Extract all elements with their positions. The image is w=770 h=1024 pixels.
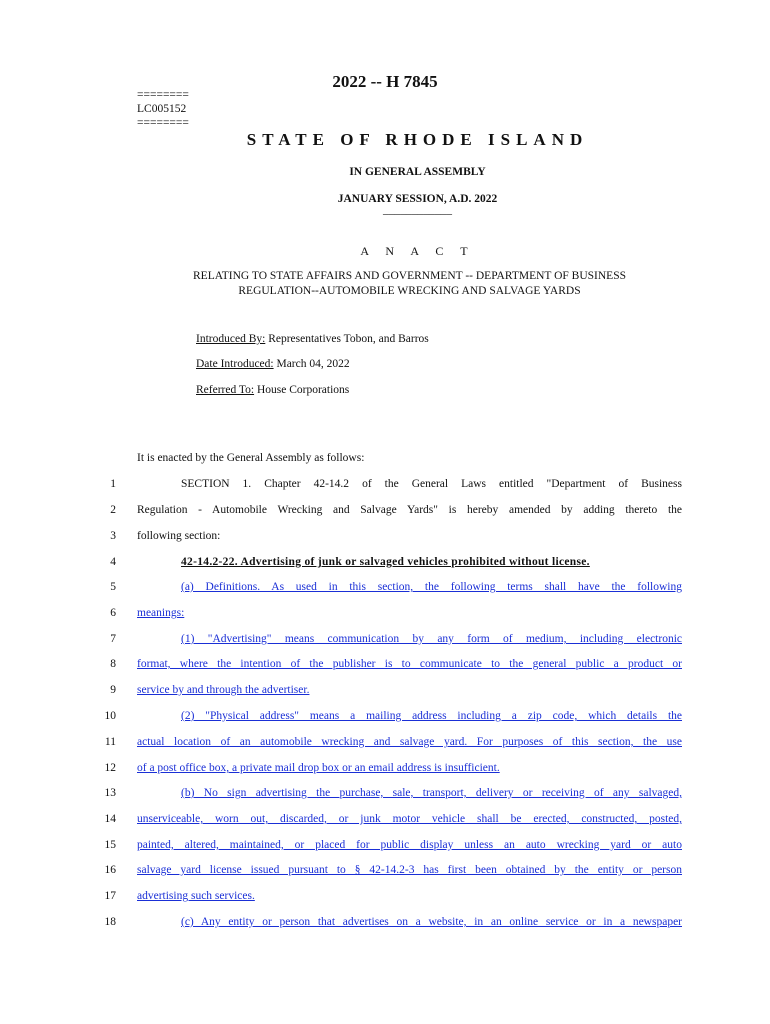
line-number: 10 [104,710,116,722]
line-number: 11 [104,736,116,748]
introduced-by [196,333,429,345]
referred-to-label: Referred To: [196,384,255,396]
line-number: 1 [110,478,116,490]
body-line: SECTION 1. Chapter 42-14.2 of the General Laws entitled "Department of Business [181,478,682,490]
enacting-clause: It is enacted by the General Assembly as follows: [137,452,365,464]
body-line: Regulation - Automobile Wrecking and Salvage Yards" is hereby amended by adding thereto the [137,504,682,516]
line-number: 12 [104,762,116,774]
inserted-line: of a post office box, a private mail drop box or an email address is insufficient. [137,762,500,774]
line-number: 17 [104,890,116,902]
relating-to [137,269,682,299]
line-number: 15 [104,839,116,851]
session-heading: JANUARY SESSION, A.D. 2022 [337,193,498,205]
line-number: 5 [110,581,116,593]
session-rule: ____________ [383,204,452,216]
inserted-line: unserviceable, worn out, discarded, or junk motor vehicle shall be erected, constructed, posted, [137,813,682,825]
date-introduced [196,358,350,370]
section-heading [137,556,682,568]
inserted-line: (c) Any entity or person that advertises on a website, in an online service or in a newspaper [181,916,682,928]
section-heading-text: 42-14.2-22. Advertising of junk or salvaged vehicles prohibited without license. [181,556,590,568]
date-introduced-label: Date Introduced: [196,358,274,370]
inserted-line: (2) "Physical address" means a mailing address including a zip code, which details the [181,710,682,722]
rule-bottom: ======== [137,117,189,129]
inserted-line: meanings: [137,607,185,619]
line-number: 8 [110,658,116,670]
line-number: 4 [110,556,116,568]
line-number: 18 [104,916,116,928]
line-number: 3 [110,530,116,542]
body-line: following section: [137,530,221,542]
line-number: 6 [110,607,116,619]
line-number: 7 [110,633,116,645]
state-title: STATE OF RHODE ISLAND [246,130,589,149]
inserted-line: format, where the intention of the publisher is to communicate to the general public a product or [137,658,682,670]
relating-line-1: RELATING TO STATE AFFAIRS AND GOVERNMENT -- DEPARTMENT OF BUSINESS [193,270,626,282]
line-number: 2 [110,504,116,516]
line-number: 16 [104,864,116,876]
date-introduced-value: March 04, 2022 [273,358,350,370]
act-heading: A N A C T [360,244,475,258]
rule-top: ======== [137,89,189,101]
line-number: 13 [104,787,116,799]
lc-number: LC005152 [137,103,187,115]
inserted-line: (a) Definitions. As used in this section, the following terms shall have the following [181,581,682,593]
relating-line-2: REGULATION--AUTOMOBILE WRECKING AND SALVAGE YARDS [238,285,581,297]
inserted-line: salvage yard license issued pursuant to § 42-14.2-3 has first been obtained by the entity or person [137,864,682,876]
line-number: 9 [110,684,116,696]
inserted-line: advertising such services. [137,890,255,902]
referred-to-value: House Corporations [254,384,350,396]
bill-number: 2022 -- H 7845 [332,72,438,91]
inserted-line: actual location of an automobile wrecking and salvage yard. For purposes of this section, the use [137,736,682,748]
introduced-by-value: Representatives Tobon, and Barros [265,333,429,345]
inserted-line: (b) No sign advertising the purchase, sale, transport, delivery or receiving of any salvaged, [181,787,682,799]
referred-to [196,384,349,396]
inserted-line: service by and through the advertiser. [137,684,310,696]
inserted-line: painted, altered, maintained, or placed for public display unless an auto wrecking yard or auto [137,839,682,851]
line-number: 14 [104,813,116,825]
introduced-by-label: Introduced By: [196,333,266,345]
inserted-line: (1) "Advertising" means communication by any form of medium, including electronic [181,633,682,645]
assembly-heading: IN GENERAL ASSEMBLY [349,166,486,178]
